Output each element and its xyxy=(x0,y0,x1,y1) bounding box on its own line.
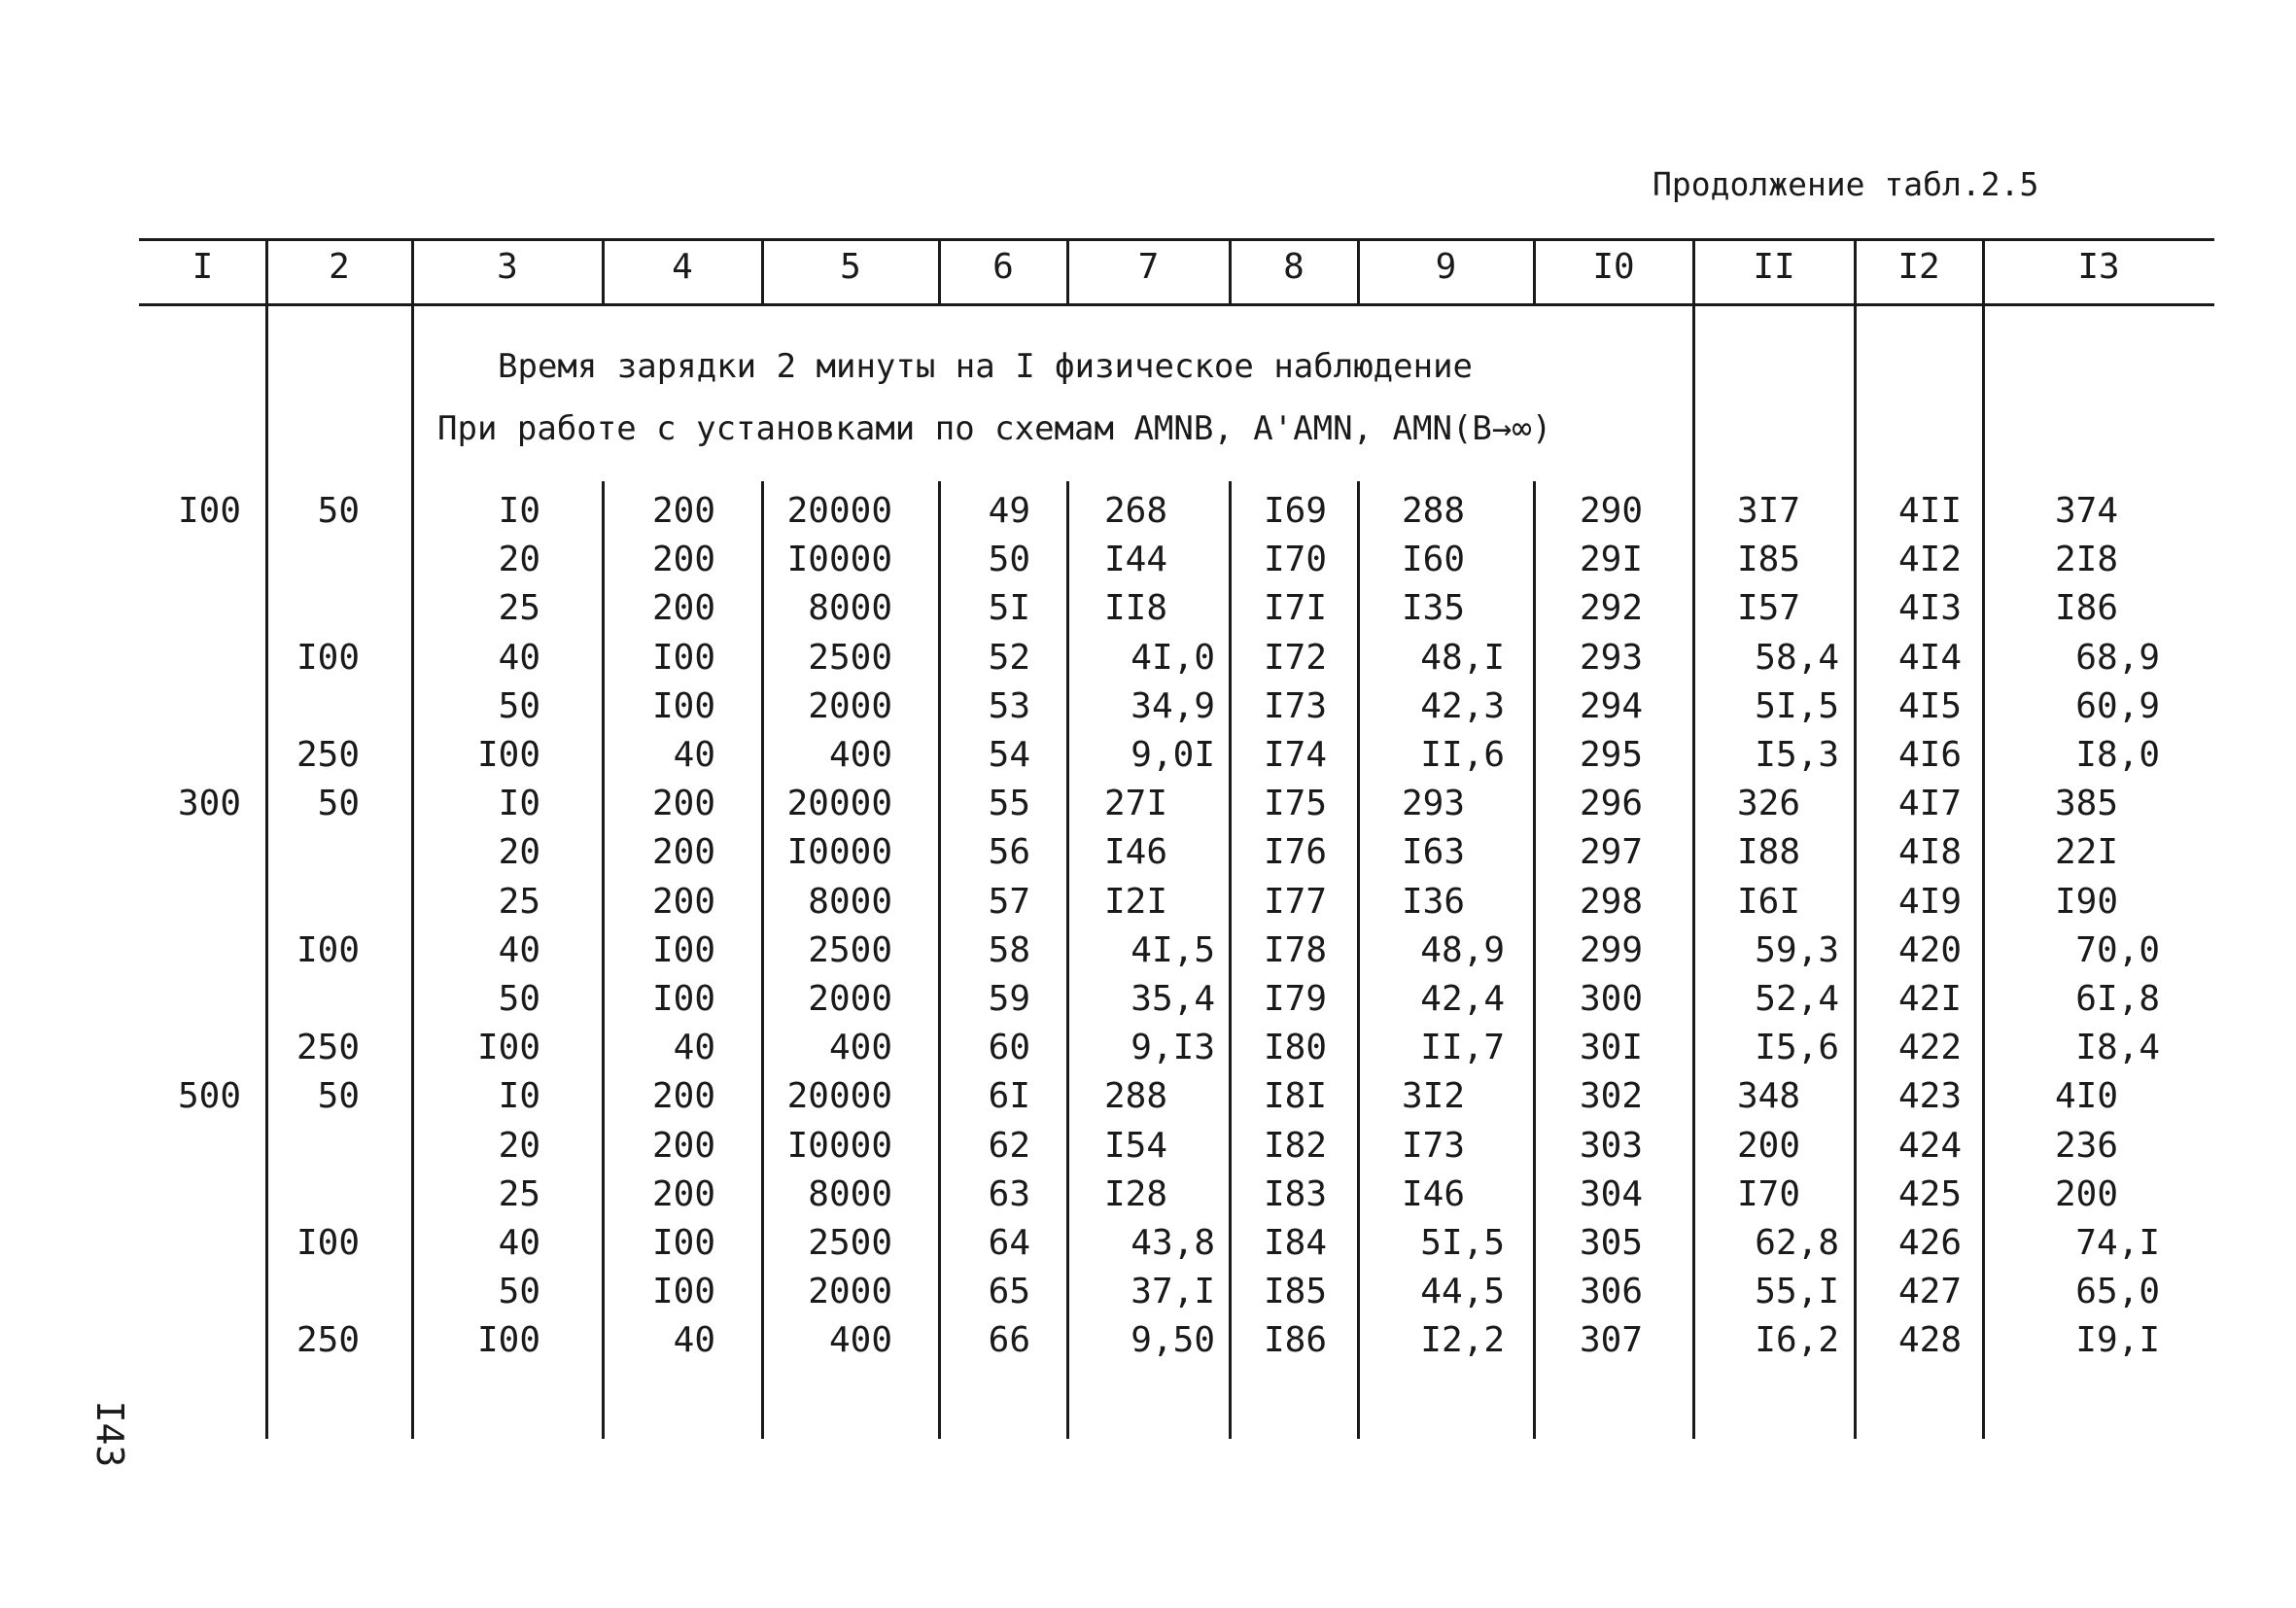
table-cell-c13: 60,9 xyxy=(2075,686,2160,726)
table-cell-c5: I0000 xyxy=(786,832,892,872)
table-cell-c10: 30I xyxy=(1579,1028,1643,1067)
column-number-6: 6 xyxy=(992,247,1014,287)
column-number-12: I2 xyxy=(1897,247,1940,287)
table-cell-c7: 9,0I xyxy=(1131,735,1215,775)
table-cell-c1: 500 xyxy=(177,1076,241,1116)
table-cell-c9: II,6 xyxy=(1420,735,1505,775)
column-separator-header xyxy=(1229,238,1232,304)
table-cell-c4: I00 xyxy=(651,638,715,678)
table-cell-c4: I00 xyxy=(651,1272,715,1311)
table-cell-c3: 25 xyxy=(498,1174,540,1214)
column-separator-header xyxy=(602,238,605,304)
table-cell-c8: I79 xyxy=(1264,979,1328,1019)
table-cell-c9: I46 xyxy=(1402,1174,1466,1214)
table-cell-c1: 300 xyxy=(177,784,241,823)
table-cell-c10: 306 xyxy=(1579,1272,1643,1311)
table-cell-c3: I0 xyxy=(498,1076,540,1116)
table-cell-c10: 298 xyxy=(1579,882,1643,922)
table-cell-c4: 200 xyxy=(651,1076,715,1116)
table-cell-c9: 5I,5 xyxy=(1420,1223,1505,1263)
table-cell-c7: I28 xyxy=(1104,1174,1168,1214)
table-cell-c6: 62 xyxy=(988,1126,1030,1166)
column-separator xyxy=(1066,481,1069,1439)
table-caption-charging-time: Время зарядки 2 минуты на I физическое наблюдение xyxy=(498,347,1474,386)
table-cell-c10: 304 xyxy=(1579,1174,1643,1214)
column-number-8: 8 xyxy=(1283,247,1305,287)
table-cell-c2: I00 xyxy=(296,1223,360,1263)
table-cell-c13: 22I xyxy=(2055,832,2119,872)
table-cell-c2: 250 xyxy=(296,1028,360,1067)
table-cell-c2: 250 xyxy=(296,735,360,775)
table-cell-c7: I44 xyxy=(1104,540,1168,579)
table-cell-c10: 299 xyxy=(1579,930,1643,970)
table-cell-c3: I00 xyxy=(476,1028,540,1067)
table-cell-c10: 302 xyxy=(1579,1076,1643,1116)
table-cell-c11: 58,4 xyxy=(1755,638,1839,678)
table-cell-c6: 56 xyxy=(988,832,1030,872)
table-cell-c3: 20 xyxy=(498,832,540,872)
table-cell-c10: 303 xyxy=(1579,1126,1643,1166)
table-cell-c6: 64 xyxy=(988,1223,1030,1263)
table-cell-c4: 40 xyxy=(673,735,715,775)
column-separator xyxy=(938,481,941,1439)
table-cell-c5: 400 xyxy=(828,735,892,775)
column-number-1: I xyxy=(191,247,214,287)
table-cell-c5: I0000 xyxy=(786,1126,892,1166)
table-cell-c11: 62,8 xyxy=(1755,1223,1839,1263)
column-separator xyxy=(602,481,605,1439)
table-cell-c13: 74,I xyxy=(2075,1223,2160,1263)
column-number-13: I3 xyxy=(2077,247,2120,287)
table-cell-c13: 6I,8 xyxy=(2075,979,2160,1019)
table-cell-c3: 40 xyxy=(498,930,540,970)
table-cell-c10: 292 xyxy=(1579,588,1643,628)
table-cell-c5: 2500 xyxy=(808,1223,892,1263)
table-cell-c3: I0 xyxy=(498,491,540,531)
table-cell-c9: I73 xyxy=(1402,1126,1466,1166)
table-cell-c7: 37,I xyxy=(1131,1272,1215,1311)
table-cell-c11: 59,3 xyxy=(1755,930,1839,970)
table-cell-c8: I72 xyxy=(1264,638,1328,678)
table-cell-c8: I86 xyxy=(1264,1320,1328,1360)
table-cell-c12: 4I9 xyxy=(1897,882,1962,922)
table-cell-c11: 348 xyxy=(1737,1076,1801,1116)
table-cell-c5: 2000 xyxy=(808,686,892,726)
column-number-7: 7 xyxy=(1137,247,1160,287)
table-cell-c9: 44,5 xyxy=(1420,1272,1505,1311)
table-cell-c9: 293 xyxy=(1402,784,1466,823)
table-continuation-label: Продолжение табл.2.5 xyxy=(1652,165,2039,203)
table-cell-c7: I46 xyxy=(1104,832,1168,872)
table-cell-c9: 48,I xyxy=(1420,638,1505,678)
table-cell-c6: 53 xyxy=(988,686,1030,726)
table-cell-c4: 200 xyxy=(651,784,715,823)
table-cell-c6: 5I xyxy=(988,588,1030,628)
table-cell-c4: I00 xyxy=(651,1223,715,1263)
table-cell-c13: 2I8 xyxy=(2055,540,2119,579)
table-cell-c13: I8,0 xyxy=(2075,735,2160,775)
column-number-4: 4 xyxy=(672,247,693,287)
column-separator xyxy=(411,238,414,1439)
table-cell-c11: I5,3 xyxy=(1755,735,1839,775)
table-cell-c11: 200 xyxy=(1737,1126,1801,1166)
table-cell-c6: 66 xyxy=(988,1320,1030,1360)
table-cell-c11: I5,6 xyxy=(1755,1028,1839,1067)
table-cell-c13: I90 xyxy=(2055,882,2119,922)
table-cell-c2: I00 xyxy=(296,638,360,678)
table-cell-c9: I35 xyxy=(1402,588,1466,628)
table-cell-c4: I00 xyxy=(651,930,715,970)
table-cell-c9: I60 xyxy=(1402,540,1466,579)
table-cell-c10: 297 xyxy=(1579,832,1643,872)
table-cell-c11: 52,4 xyxy=(1755,979,1839,1019)
table-cell-c12: 4I8 xyxy=(1897,832,1962,872)
column-separator xyxy=(1533,481,1536,1439)
table-cell-c6: 59 xyxy=(988,979,1030,1019)
table-cell-c12: 4I6 xyxy=(1897,735,1962,775)
table-cell-c9: 42,3 xyxy=(1420,686,1505,726)
table-cell-c9: 48,9 xyxy=(1420,930,1505,970)
table-cell-c13: I86 xyxy=(2055,588,2119,628)
table-cell-c3: I00 xyxy=(476,735,540,775)
table-cell-c13: 385 xyxy=(2055,784,2119,823)
table-cell-c7: 4I,5 xyxy=(1131,930,1215,970)
table-cell-c12: 4I7 xyxy=(1897,784,1962,823)
table-cell-c3: 50 xyxy=(498,979,540,1019)
table-cell-c4: 40 xyxy=(673,1320,715,1360)
table-cell-c10: 294 xyxy=(1579,686,1643,726)
table-cell-c3: 50 xyxy=(498,686,540,726)
table-cell-c7: 27I xyxy=(1104,784,1168,823)
table-cell-c2: 50 xyxy=(317,784,360,823)
table-top-rule xyxy=(139,238,2214,241)
table-cell-c11: I57 xyxy=(1737,588,1801,628)
table-cell-c10: 290 xyxy=(1579,491,1643,531)
table-cell-c6: 55 xyxy=(988,784,1030,823)
table-cell-c12: 428 xyxy=(1897,1320,1962,1360)
table-cell-c9: I36 xyxy=(1402,882,1466,922)
table-cell-c7: I2I xyxy=(1104,882,1168,922)
table-cell-c5: 20000 xyxy=(786,491,892,531)
table-cell-c11: 326 xyxy=(1737,784,1801,823)
table-cell-c10: 305 xyxy=(1579,1223,1643,1263)
table-cell-c7: 4I,0 xyxy=(1131,638,1215,678)
table-cell-c8: I8I xyxy=(1264,1076,1328,1116)
table-cell-c10: 29I xyxy=(1579,540,1643,579)
table-cell-c11: I88 xyxy=(1737,832,1801,872)
table-cell-c11: I85 xyxy=(1737,540,1801,579)
table-cell-c11: 3I7 xyxy=(1737,491,1801,531)
table-cell-c3: 25 xyxy=(498,588,540,628)
table-cell-c9: 288 xyxy=(1402,491,1466,531)
table-cell-c6: 58 xyxy=(988,930,1030,970)
column-separator-header xyxy=(1357,238,1360,304)
table-cell-c7: 34,9 xyxy=(1131,686,1215,726)
table-cell-c5: 8000 xyxy=(808,588,892,628)
table-cell-c7: II8 xyxy=(1104,588,1168,628)
table-cell-c6: 60 xyxy=(988,1028,1030,1067)
table-cell-c3: 20 xyxy=(498,1126,540,1166)
table-cell-c7: I54 xyxy=(1104,1126,1168,1166)
column-number-11: II xyxy=(1753,247,1795,287)
column-separator xyxy=(1229,481,1232,1439)
table-cell-c12: 42I xyxy=(1897,979,1962,1019)
column-separator xyxy=(1854,238,1857,1439)
column-number-3: 3 xyxy=(497,247,518,287)
table-cell-c9: 42,4 xyxy=(1420,979,1505,1019)
table-cell-c8: I75 xyxy=(1264,784,1328,823)
column-separator xyxy=(761,481,764,1439)
table-cell-c6: 52 xyxy=(988,638,1030,678)
table-cell-c8: I73 xyxy=(1264,686,1328,726)
table-cell-c13: 65,0 xyxy=(2075,1272,2160,1311)
table-cell-c12: 423 xyxy=(1897,1076,1962,1116)
table-cell-c5: 2500 xyxy=(808,930,892,970)
table-cell-c11: 55,I xyxy=(1755,1272,1839,1311)
column-separator-header xyxy=(1533,238,1536,304)
column-number-2: 2 xyxy=(329,247,350,287)
table-cell-c6: 49 xyxy=(988,491,1030,531)
table-cell-c6: 65 xyxy=(988,1272,1030,1311)
table-cell-c2: I00 xyxy=(296,930,360,970)
table-cell-c13: 374 xyxy=(2055,491,2119,531)
table-cell-c13: I9,I xyxy=(2075,1320,2160,1360)
table-cell-c7: 43,8 xyxy=(1131,1223,1215,1263)
table-cell-c13: 70,0 xyxy=(2075,930,2160,970)
column-number-9: 9 xyxy=(1435,247,1457,287)
table-cell-c5: 2000 xyxy=(808,1272,892,1311)
table-cell-c8: I77 xyxy=(1264,882,1328,922)
table-cell-c13: 68,9 xyxy=(2075,638,2160,678)
table-cell-c4: 200 xyxy=(651,540,715,579)
table-cell-c11: 5I,5 xyxy=(1755,686,1839,726)
table-cell-c2: 50 xyxy=(317,491,360,531)
table-cell-c7: 35,4 xyxy=(1131,979,1215,1019)
table-cell-c12: 4I5 xyxy=(1897,686,1962,726)
table-cell-c13: I8,4 xyxy=(2075,1028,2160,1067)
table-cell-c5: 8000 xyxy=(808,1174,892,1214)
table-cell-c8: I69 xyxy=(1264,491,1328,531)
table-cell-c4: 200 xyxy=(651,1174,715,1214)
column-number-5: 5 xyxy=(840,247,861,287)
table-cell-c12: 4I3 xyxy=(1897,588,1962,628)
table-cell-c4: 200 xyxy=(651,588,715,628)
table-cell-c11: I6I xyxy=(1737,882,1801,922)
table-cell-c11: I70 xyxy=(1737,1174,1801,1214)
table-cell-c6: 54 xyxy=(988,735,1030,775)
table-cell-c8: I7I xyxy=(1264,588,1328,628)
table-cell-c8: I70 xyxy=(1264,540,1328,579)
table-cell-c12: 4I4 xyxy=(1897,638,1962,678)
table-cell-c6: 63 xyxy=(988,1174,1030,1214)
table-cell-c8: I82 xyxy=(1264,1126,1328,1166)
table-cell-c8: I84 xyxy=(1264,1223,1328,1263)
table-cell-c8: I85 xyxy=(1264,1272,1328,1311)
table-cell-c13: 236 xyxy=(2055,1126,2119,1166)
table-cell-c5: 20000 xyxy=(786,1076,892,1116)
table-cell-c1: I00 xyxy=(177,491,241,531)
table-cell-c3: 25 xyxy=(498,882,540,922)
table-cell-c10: 300 xyxy=(1579,979,1643,1019)
table-cell-c12: 427 xyxy=(1897,1272,1962,1311)
table-cell-c5: 400 xyxy=(828,1028,892,1067)
table-cell-c8: I76 xyxy=(1264,832,1328,872)
column-separator xyxy=(1357,481,1360,1439)
table-cell-c12: 4II xyxy=(1897,491,1962,531)
table-cell-c7: 288 xyxy=(1104,1076,1168,1116)
table-cell-c7: 9,I3 xyxy=(1131,1028,1215,1067)
table-cell-c4: I00 xyxy=(651,686,715,726)
table-cell-c12: 425 xyxy=(1897,1174,1962,1214)
table-cell-c3: I0 xyxy=(498,784,540,823)
table-cell-c3: I00 xyxy=(476,1320,540,1360)
table-cell-c8: I74 xyxy=(1264,735,1328,775)
column-separator-header xyxy=(938,238,941,304)
table-cell-c9: I2,2 xyxy=(1420,1320,1505,1360)
table-cell-c10: 296 xyxy=(1579,784,1643,823)
table-cell-c6: 50 xyxy=(988,540,1030,579)
table-cell-c12: 4I2 xyxy=(1897,540,1962,579)
table-cell-c9: II,7 xyxy=(1420,1028,1505,1067)
page-number: I43 xyxy=(88,1400,131,1468)
table-cell-c3: 40 xyxy=(498,638,540,678)
table-cell-c3: 20 xyxy=(498,540,540,579)
column-number-10: I0 xyxy=(1592,247,1635,287)
table-cell-c4: 40 xyxy=(673,1028,715,1067)
table-cell-c4: 200 xyxy=(651,832,715,872)
table-cell-c2: 50 xyxy=(317,1076,360,1116)
column-separator xyxy=(1692,238,1695,1439)
table-cell-c7: 9,50 xyxy=(1131,1320,1215,1360)
header-bottom-rule xyxy=(139,303,2214,306)
column-separator-header xyxy=(1066,238,1069,304)
table-cell-c7: 268 xyxy=(1104,491,1168,531)
table-cell-c4: 200 xyxy=(651,491,715,531)
table-cell-c2: 250 xyxy=(296,1320,360,1360)
table-cell-c5: 2500 xyxy=(808,638,892,678)
table-cell-c5: 8000 xyxy=(808,882,892,922)
table-cell-c9: I63 xyxy=(1402,832,1466,872)
table-cell-c8: I83 xyxy=(1264,1174,1328,1214)
table-cell-c4: 200 xyxy=(651,882,715,922)
column-separator-header xyxy=(761,238,764,304)
table-cell-c3: 50 xyxy=(498,1272,540,1311)
table-cell-c5: 2000 xyxy=(808,979,892,1019)
table-cell-c6: 57 xyxy=(988,882,1030,922)
table-caption-setups: При работе с установками по схемам AMNB, A'AMN, AMN(B→∞) xyxy=(437,409,1552,448)
table-cell-c10: 295 xyxy=(1579,735,1643,775)
table-cell-c5: 400 xyxy=(828,1320,892,1360)
table-cell-c12: 422 xyxy=(1897,1028,1962,1067)
table-cell-c6: 6I xyxy=(988,1076,1030,1116)
table-cell-c5: 20000 xyxy=(786,784,892,823)
table-cell-c10: 307 xyxy=(1579,1320,1643,1360)
table-cell-c9: 3I2 xyxy=(1402,1076,1466,1116)
table-cell-c4: 200 xyxy=(651,1126,715,1166)
table-cell-c8: I78 xyxy=(1264,930,1328,970)
table-cell-c12: 424 xyxy=(1897,1126,1962,1166)
table-cell-c8: I80 xyxy=(1264,1028,1328,1067)
table-cell-c12: 420 xyxy=(1897,930,1962,970)
table-cell-c13: 4I0 xyxy=(2055,1076,2119,1116)
table-cell-c5: I0000 xyxy=(786,540,892,579)
table-cell-c13: 200 xyxy=(2055,1174,2119,1214)
table-cell-c12: 426 xyxy=(1897,1223,1962,1263)
table-cell-c11: I6,2 xyxy=(1755,1320,1839,1360)
column-separator xyxy=(1982,238,1985,1439)
column-separator xyxy=(265,238,268,1439)
table-cell-c4: I00 xyxy=(651,979,715,1019)
table-cell-c10: 293 xyxy=(1579,638,1643,678)
table-cell-c3: 40 xyxy=(498,1223,540,1263)
